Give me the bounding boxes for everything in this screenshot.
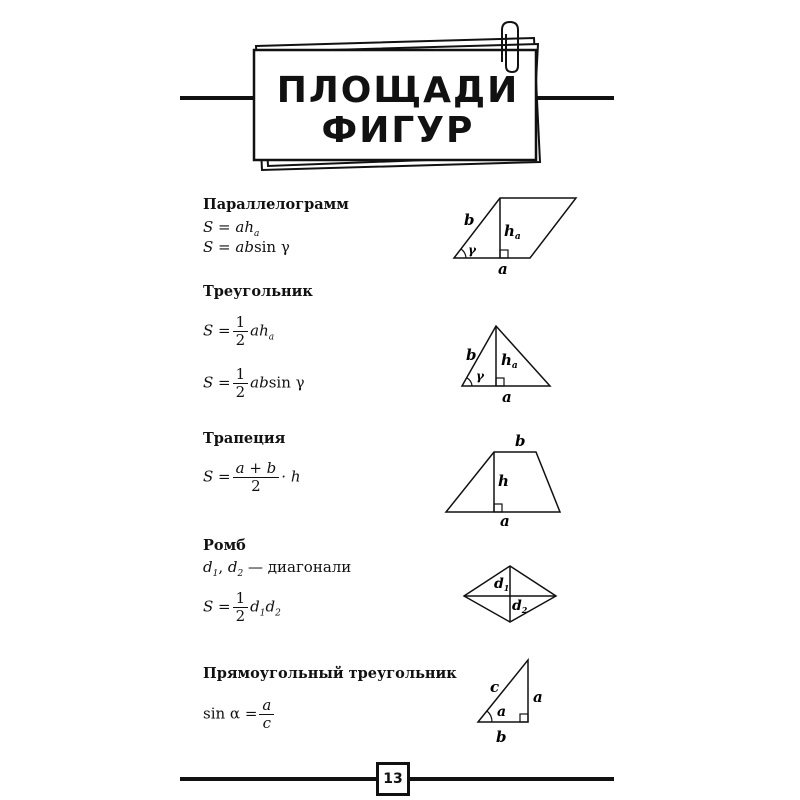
trapezoid-figure xyxy=(440,428,570,530)
triangle-title: Треугольник xyxy=(203,283,313,300)
page-number: 13 xyxy=(376,762,410,796)
footer-rule-left xyxy=(180,777,376,781)
parallelogram-height-label: $h_a$ xyxy=(504,222,521,242)
triangle-formula-1: S = $\frac{1}{2}$ $ah_a$ xyxy=(203,313,275,349)
rhombus-diagonals-line: $d_1$, $d_2$ — диагонали xyxy=(203,558,352,579)
title-block xyxy=(262,48,534,160)
right-triangle-formula: sin α = $\frac{a}{c}$ xyxy=(203,697,276,732)
rhombus-figure xyxy=(460,562,560,626)
parallelogram-formula-2: S = absin γ xyxy=(203,238,290,256)
page-title-line2: ФИГУР xyxy=(321,110,475,151)
rhombus-title: Ромб xyxy=(203,537,246,554)
trapezoid-title: Трапеция xyxy=(203,430,286,447)
trapezoid-top-label: b xyxy=(515,432,526,450)
right-triangle-figure xyxy=(470,652,560,748)
triangle-base-label: a xyxy=(502,388,512,406)
trapezoid-height-label: h xyxy=(498,472,509,490)
trapezoid-base-label: a xyxy=(500,512,510,530)
right-triangle-leg-b-label: b xyxy=(496,728,507,746)
page-title-line1: ПЛОЩАДИ xyxy=(276,70,520,111)
triangle-height-label: $h_a$ xyxy=(501,351,518,371)
rhombus-d2-label: $d_2$ xyxy=(512,598,528,615)
trapezoid-formula: S = $\frac{a + b}{2}$ · h xyxy=(203,459,301,495)
parallelogram-formula-1: $S = ah_a$ xyxy=(203,218,260,239)
triangle-figure xyxy=(450,320,560,410)
parallelogram-side-label: b xyxy=(464,211,475,229)
parallelogram-figure xyxy=(440,190,590,280)
rhombus-d1-label: $d_1$ xyxy=(494,576,510,593)
triangle-formula-2: S = $\frac{1}{2}$ absin γ xyxy=(203,365,305,401)
triangle-angle-label: γ xyxy=(476,369,484,383)
right-triangle-leg-a-label: a xyxy=(533,688,543,706)
parallelogram-angle-label: γ xyxy=(468,243,476,257)
rhombus-formula: S = $\frac{1}{2}$ $d_1d_2$ xyxy=(203,589,281,625)
right-triangle-title: Прямоугольный треугольник xyxy=(203,665,457,682)
right-triangle-hyp-label: c xyxy=(490,678,500,696)
triangle-side-label: b xyxy=(466,346,477,364)
footer-rule-right xyxy=(410,777,614,781)
parallelogram-title: Параллелограмм xyxy=(203,196,349,213)
parallelogram-base-label: a xyxy=(498,260,508,278)
right-triangle-angle-label: a xyxy=(497,704,507,720)
